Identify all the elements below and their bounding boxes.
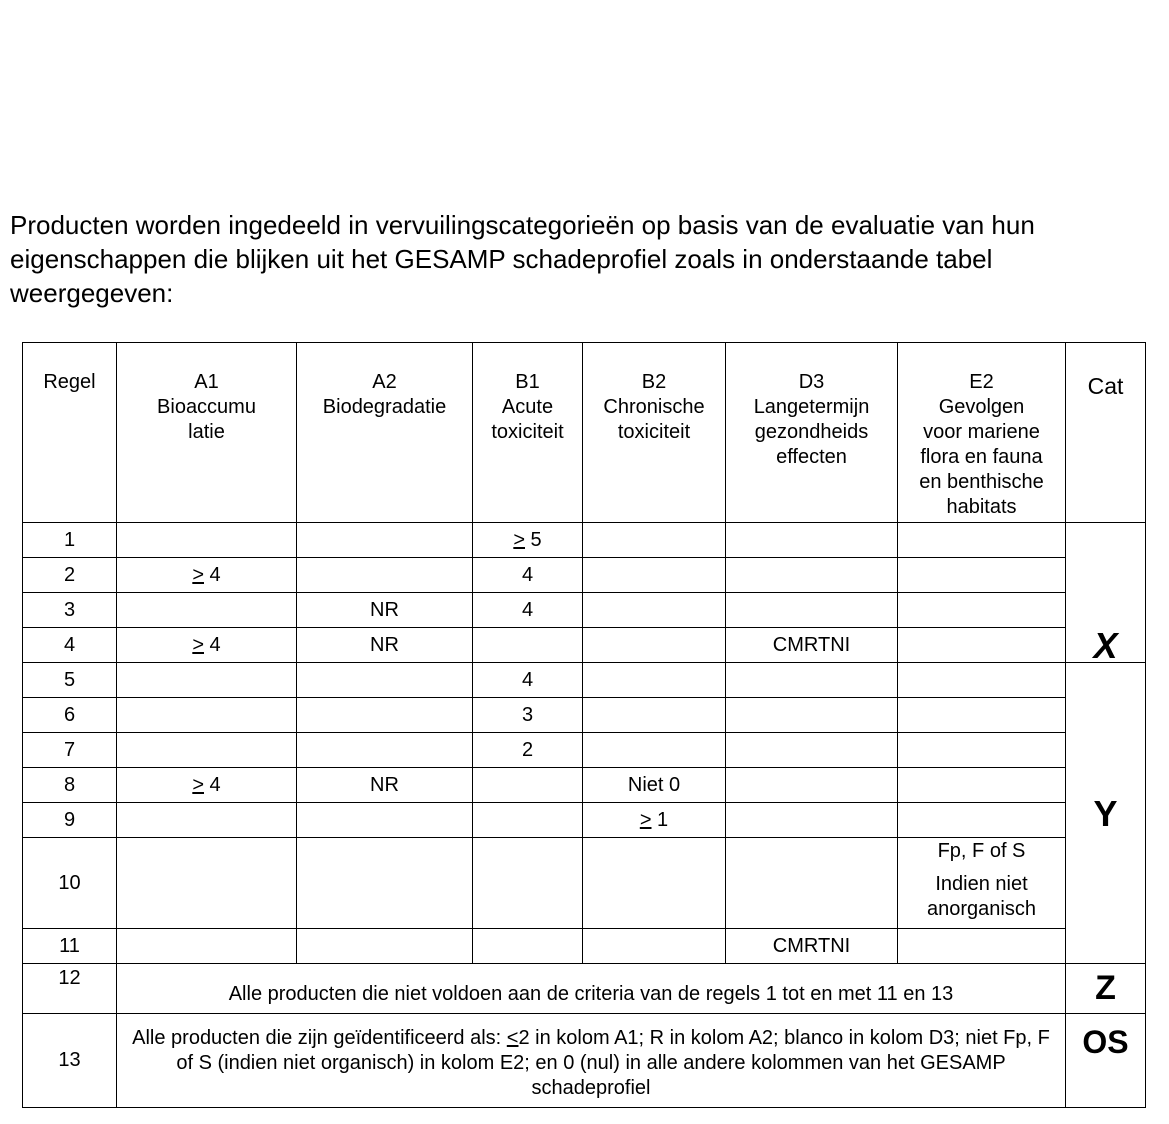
table-row <box>23 803 1146 838</box>
regel-cell: 5 <box>23 663 117 698</box>
regel-cell: 11 <box>23 929 117 964</box>
row12-text: Alle producten die niet voldoen aan de criteria van de regels 1 tot en met 11 en 13 <box>117 964 1066 1014</box>
header-cat: Cat <box>1066 343 1146 523</box>
b1-cell <box>473 628 583 663</box>
b2-cell: > 1 <box>583 803 726 838</box>
header-d3: D3 Langetermijn gezondheids effecten <box>726 343 898 523</box>
a2-cell <box>297 698 473 733</box>
regel-cell: 8 <box>23 768 117 803</box>
header-a2: A2 Biodegradatie <box>297 343 473 523</box>
table-row <box>23 838 1146 929</box>
category-os: OS <box>1066 1014 1146 1108</box>
category-x: X <box>1066 523 1146 663</box>
b1-cell: 4 <box>473 593 583 628</box>
b1-cell: 4 <box>473 663 583 698</box>
b2-cell <box>583 558 726 593</box>
regel-cell: 1 <box>23 523 117 558</box>
e2-cell <box>898 698 1066 733</box>
category-y: Y <box>1066 663 1146 964</box>
a2-cell <box>297 558 473 593</box>
d3-cell <box>726 768 898 803</box>
regel-cell: 13 <box>23 1014 117 1108</box>
table-row <box>23 929 1146 964</box>
e2-cell <box>898 628 1066 663</box>
table-row <box>23 593 1146 628</box>
a1-cell <box>117 929 297 964</box>
d3-cell <box>726 663 898 698</box>
b2-cell <box>583 929 726 964</box>
a2-cell <box>297 838 473 929</box>
a2-cell <box>297 733 473 768</box>
a2-cell: NR <box>297 593 473 628</box>
regel-cell: 9 <box>23 803 117 838</box>
header-e2: E2 Gevolgen voor mariene flora en fauna en benthische habitats <box>898 343 1066 523</box>
b2-cell: Niet 0 <box>583 768 726 803</box>
a1-cell <box>117 698 297 733</box>
table-row <box>23 558 1146 593</box>
table-row <box>23 663 1146 698</box>
d3-cell <box>726 698 898 733</box>
d3-cell <box>726 803 898 838</box>
row13-text: Alle producten die zijn geïdentificeerd als: <2 in kolom A1; R in kolom A2; blanco in kolom D3; niet Fp, F of S (indien niet organisch) in kolom E2; en 0 (nul) in alle andere kolommen van het GESAMP schadeprofiel <box>117 1014 1066 1108</box>
a1-cell: > 4 <box>117 558 297 593</box>
pollution-category-table <box>22 342 1146 1108</box>
intro-paragraph: Producten worden ingedeeld in vervuilingscategorieën op basis van de evaluatie van hun eigenschappen die blijken uit het GESAMP schadeprofiel zoals in onderstaande tabel weergegeven: <box>10 210 1035 308</box>
d3-cell: CMRTNI <box>726 628 898 663</box>
ge-symbol: > <box>513 528 525 551</box>
ge-symbol: > <box>192 633 204 656</box>
ge-symbol: > <box>192 563 204 586</box>
regel-cell: 7 <box>23 733 117 768</box>
a2-cell <box>297 663 473 698</box>
d3-cell: CMRTNI <box>726 929 898 964</box>
e2-cell <box>898 558 1066 593</box>
ge-symbol: > <box>192 773 204 796</box>
e2-cell <box>898 733 1066 768</box>
e2-cell <box>898 593 1066 628</box>
d3-cell <box>726 558 898 593</box>
table-row <box>23 1014 1146 1108</box>
header-regel: Regel <box>23 343 117 523</box>
header-a1: A1 Bioaccumu latie <box>117 343 297 523</box>
category-z: Z <box>1066 964 1146 1014</box>
a2-cell <box>297 523 473 558</box>
a1-cell <box>117 803 297 838</box>
b2-cell <box>583 733 726 768</box>
b1-cell: 4 <box>473 558 583 593</box>
b2-cell <box>583 698 726 733</box>
a1-cell <box>117 733 297 768</box>
b1-cell: 2 <box>473 733 583 768</box>
table-row <box>23 768 1146 803</box>
e2-cell <box>898 768 1066 803</box>
b1-cell: > 5 <box>473 523 583 558</box>
a2-cell <box>297 803 473 838</box>
a1-cell <box>117 523 297 558</box>
header-b2: B2 Chronische toxiciteit <box>583 343 726 523</box>
regel-cell: 3 <box>23 593 117 628</box>
a2-cell: NR <box>297 768 473 803</box>
b1-cell <box>473 768 583 803</box>
b1-cell <box>473 838 583 929</box>
regel-cell: 2 <box>23 558 117 593</box>
b1-cell: 3 <box>473 698 583 733</box>
a1-cell <box>117 838 297 929</box>
b2-cell <box>583 523 726 558</box>
regel-cell: 4 <box>23 628 117 663</box>
table-row <box>23 628 1146 663</box>
d3-cell <box>726 838 898 929</box>
d3-cell <box>726 523 898 558</box>
table-row <box>23 964 1146 1014</box>
a2-cell: NR <box>297 628 473 663</box>
e2-cell: Fp, F of S Indien niet anorganisch <box>898 838 1066 929</box>
table-row <box>23 523 1146 558</box>
b2-cell <box>583 628 726 663</box>
a1-cell <box>117 663 297 698</box>
a1-cell: > 4 <box>117 628 297 663</box>
b2-cell <box>583 838 726 929</box>
a1-cell <box>117 593 297 628</box>
e2-cell <box>898 929 1066 964</box>
header-row <box>23 343 1146 523</box>
regel-cell: 10 <box>23 838 117 929</box>
b1-cell <box>473 929 583 964</box>
ge-symbol: > <box>639 808 652 831</box>
e2-cell <box>898 803 1066 838</box>
d3-cell <box>726 733 898 768</box>
b1-cell <box>473 803 583 838</box>
d3-cell <box>726 593 898 628</box>
header-b1: B1 Acute toxiciteit <box>473 343 583 523</box>
e2-cell <box>898 523 1066 558</box>
a2-cell <box>297 929 473 964</box>
b2-cell <box>583 663 726 698</box>
regel-cell: 6 <box>23 698 117 733</box>
b2-cell <box>583 593 726 628</box>
e2-cell <box>898 663 1066 698</box>
table-row <box>23 733 1146 768</box>
regel-cell: 12 <box>23 964 117 1014</box>
table-row <box>23 698 1146 733</box>
a1-cell: > 4 <box>117 768 297 803</box>
